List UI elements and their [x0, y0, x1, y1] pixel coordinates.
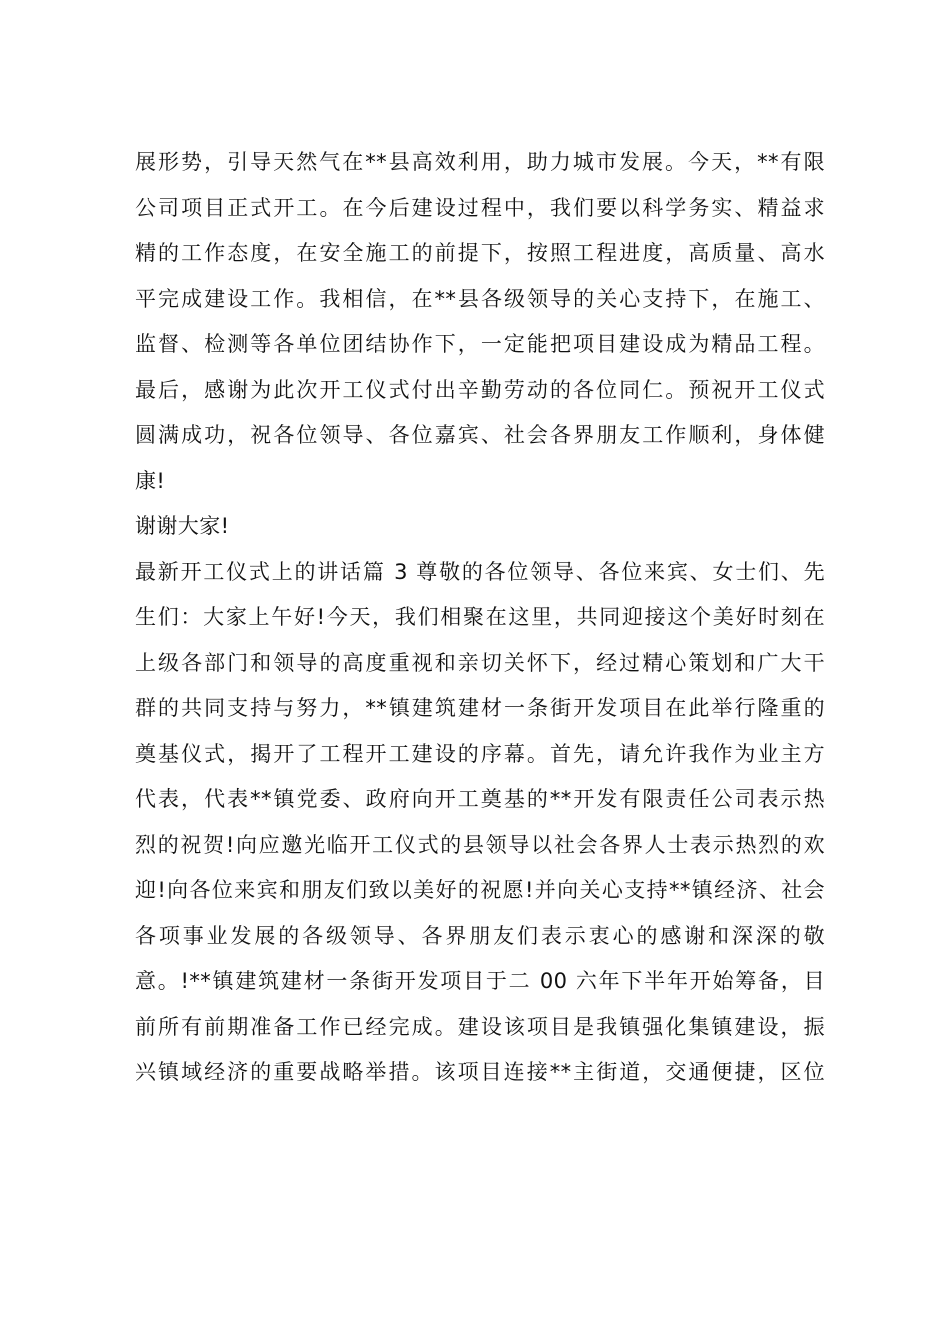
document-body [135, 140, 825, 1096]
text-line: 代表，代表**镇党委、政府向开工奠基的**开发有限责任公司表示热 [135, 787, 825, 811]
text-line: 最后，感谢为此次开工仪式付出辛勤劳动的各位同仁。预祝开工仪式 [135, 377, 825, 402]
text-line: 展形势，引导天然气在**县高效利用，助力城市发展。今天，**有限 [135, 150, 825, 174]
text-line: 烈的祝贺!向应邀光临开工仪式的县领导以社会各界人士表示热烈的欢 [135, 832, 825, 857]
text-line: 精的工作态度，在安全施工的前提下，按照工程进度，高质量、高水 [135, 241, 825, 265]
text-line: 圆满成功，祝各位领导、各位嘉宾、社会各界朋友工作顺利，身体健 [135, 423, 825, 447]
text-line: 兴镇域经济的重要战略举措。该项目连接**主街道，交通便捷，区位 [135, 1060, 825, 1084]
text-line: 康! [135, 468, 166, 493]
text-line: 意。!**镇建筑建材一条街开发项目于二 00 六年下半年开始筹备，目 [135, 969, 825, 993]
text-line: 各项事业发展的各级领导、各界朋友们表示衷心的感谢和深深的敬 [135, 923, 825, 948]
text-line: 平完成建设工作。我相信，在**县各级领导的关心支持下，在施工、 [135, 286, 825, 311]
text-line: 群的共同支持与努力，**镇建筑建材一条街开发项目在此举行隆重的 [135, 696, 825, 720]
text-line: 谢谢大家! [135, 514, 230, 538]
text-line: 监督、检测等各单位团结协作下，一定能把项目建设成为精品工程。 [135, 332, 825, 356]
text-line: 生们：大家上午好!今天，我们相聚在这里，共同迎接这个美好时刻在 [135, 605, 825, 629]
text-line: 最新开工仪式上的讲话篇 3 尊敬的各位领导、各位来宾、女士们、先 [135, 559, 825, 584]
text-line: 迎!向各位来宾和朋友们致以美好的祝愿!并向关心支持**镇经济、社会 [135, 878, 825, 902]
text-line: 公司项目正式开工。在今后建设过程中，我们要以科学务实、精益求 [135, 195, 825, 220]
text-line: 前所有前期准备工作已经完成。建设该项目是我镇强化集镇建设，振 [135, 1014, 825, 1039]
text-line: 奠基仪式，揭开了工程开工建设的序幕。首先，请允许我作为业主方 [135, 741, 825, 766]
text-line: 上级各部门和领导的高度重视和亲切关怀下，经过精心策划和广大干 [135, 650, 825, 675]
